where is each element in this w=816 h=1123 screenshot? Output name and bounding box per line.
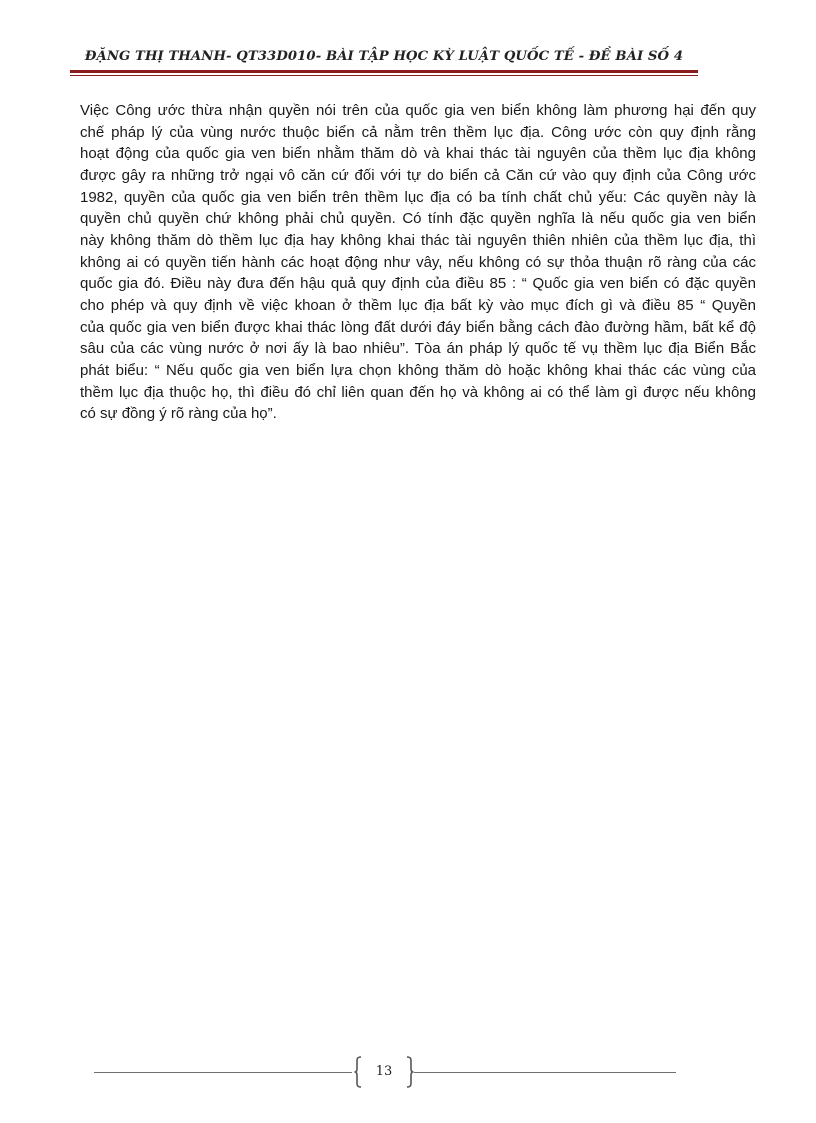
paragraph-line: quốc gia đó. Điều này đưa đến hậu quả quy định của điều 85 : “ Quốc gia ven biển có đặc quyền xyxy=(80,275,756,293)
paragraph-line: hoạt động của quốc gia ven biển nhằm thăm dò và khai thác tài nguyên của thềm lục địa không xyxy=(80,145,756,163)
page-footer xyxy=(94,1056,676,1090)
paragraph-line: quyền chủ quyền chứ không phải chủ quyền. Có tính đặc quyền nghĩa là nếu quốc gia ven biển xyxy=(80,210,756,228)
right-bracket-icon xyxy=(406,1056,414,1088)
footer-rule-left xyxy=(94,1072,352,1073)
footer-rule-right xyxy=(414,1072,676,1073)
header-rule xyxy=(70,70,698,78)
header-title: ĐẶNG THỊ THANH- QT33D010- BÀI TẬP HỌC KỲ LUẬT QUỐC TẾ - ĐỀ BÀI SỐ 4 xyxy=(84,49,684,64)
body-paragraph xyxy=(80,100,756,425)
left-bracket-icon xyxy=(354,1056,362,1088)
paragraph-line: của quốc gia ven biển được khai thác lòng đất dưới đáy biển bằng cách đào đường hầm, bất kể độ xyxy=(80,318,756,336)
paragraph-line: cho phép và quy định về việc khoan ở thềm lục địa bất kỳ vào mục đích gì và điều 85 “ Quyền xyxy=(80,297,756,315)
header-rule-thin xyxy=(70,75,698,76)
paragraph-line: có sự đồng ý rõ ràng của họ”. xyxy=(80,405,277,423)
paragraph-line: Việc Công ước thừa nhận quyền nói trên của quốc gia ven biển không làm phương hại đến quy xyxy=(80,102,756,119)
paragraph-line: này không thăm dò thềm lục địa hay không khai thác tài nguyên thiên nhiên của thềm lục địa, thì xyxy=(80,232,756,250)
paragraph-line: không ai có quyền tiến hành các hoạt động như vây, nếu không có sự thỏa thuận rõ ràng của các xyxy=(80,253,756,271)
header-rule-thick xyxy=(70,70,698,73)
paragraph-line: phát biểu: “ Nếu quốc gia ven biển lựa chọn không thăm dò hoặc không khai thác các vùng của xyxy=(80,362,756,380)
paragraph-line: thềm lục địa thuộc họ, thì điều đó chỉ liên quan đến họ và không ai có thể làm gì được nếu không xyxy=(80,383,756,401)
paragraph-line: 1982, quyền của quốc gia ven biển trên thềm lục địa có ba tính chất chủ yếu: Các quyền này là xyxy=(80,188,756,206)
paragraph-line: sâu của các vùng nước ở nơi ấy là bao nhiêu”. Tòa án pháp lý quốc tế vụ thềm lục địa Biển Bắc xyxy=(80,340,756,358)
paragraph-line: chế pháp lý của vùng nước thuộc biển cả nằm trên thềm lục địa. Công ước còn quy định rằng xyxy=(80,123,756,141)
paragraph-line: được gây ra những trở ngại vô căn cứ đối với tự do biển cả Căn cứ vào quy định của Công ước xyxy=(80,167,756,185)
page-number: 13 xyxy=(375,1064,393,1079)
